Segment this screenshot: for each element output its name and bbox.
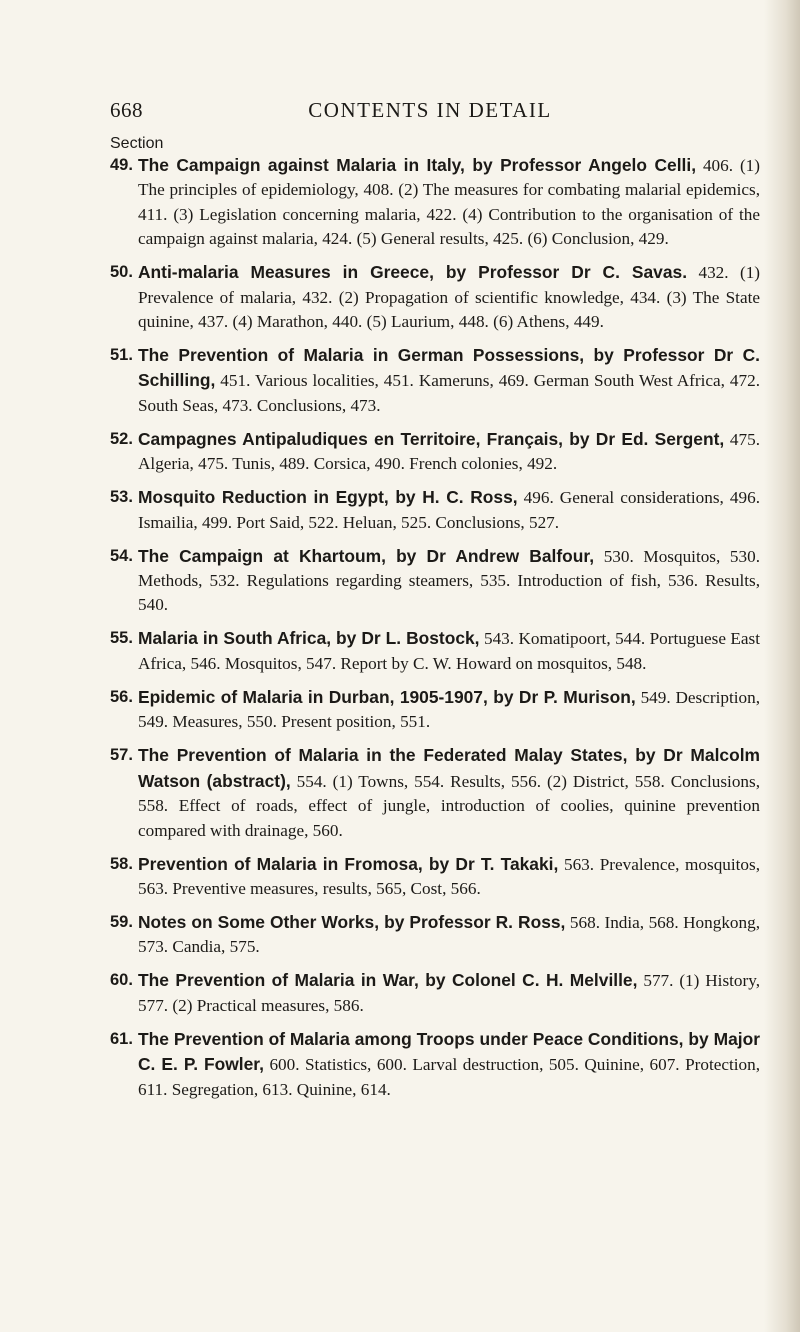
entry-number: 56. bbox=[110, 687, 133, 706]
entry-heading: Epidemic of Malaria in Durban, 1905-1907, by Dr P. Murison, bbox=[138, 686, 636, 707]
entry-number: 58. bbox=[110, 854, 133, 873]
contents-entry-55 bbox=[110, 626, 760, 676]
entry-heading: Campagnes Antipaludiques en Territoire, Français, by Dr Ed. Sergent, bbox=[138, 428, 725, 449]
entry-number: 59. bbox=[110, 912, 133, 931]
entry-number: 61. bbox=[110, 1029, 133, 1048]
contents-entry-60 bbox=[110, 968, 760, 1018]
entry-detail: 496. General considerations, 496. Ismailia, 499. Port Said, 522. Heluan, 525. Conclusions, 527. bbox=[138, 488, 760, 532]
contents-entry-51 bbox=[110, 343, 760, 418]
entry-detail: 530. Mosquitos, 530. Methods, 532. Regulations regarding steamers, 535. Introduction of fish, 536. Results, 540. bbox=[138, 546, 761, 615]
entry-heading: The Prevention of Malaria in the Federated Malay States, by Dr Malcolm Watson (abstract), bbox=[138, 745, 760, 791]
entry-detail: 563. Prevalence, mosquitos, 563. Preventive measures, results, 565, Cost, 566. bbox=[138, 854, 761, 898]
entry-number: 49. bbox=[110, 156, 133, 174]
entry-number: 52. bbox=[110, 429, 133, 448]
section-label: Section bbox=[110, 135, 164, 152]
entry-heading: Anti-malaria Measures in Greece, by Professor Dr C. Savas. bbox=[138, 262, 688, 283]
entry-number: 50. bbox=[110, 263, 133, 282]
page-number: 668 bbox=[110, 98, 143, 122]
entry-heading: The Campaign against Malaria in Italy, by Professor Angelo Celli, bbox=[138, 155, 697, 175]
entry-heading: The Campaign at Khartoum, by Dr Andrew Balfour, bbox=[138, 545, 595, 566]
contents-entry-57 bbox=[110, 743, 760, 843]
entry-detail: 406. (1) The principles of epidemiology, 408. (2) The measures for combating malarial epidemics, 411. (3) Legislation concerning malaria, 422. (4) Contribution to the organisation of the campaign against malaria, 424. (5) General results, 425. (6) Conclusion, 429. bbox=[138, 156, 760, 249]
contents-entry-56 bbox=[110, 685, 760, 735]
contents-entry-52 bbox=[110, 427, 760, 477]
entry-number: 60. bbox=[110, 971, 133, 990]
contents-entry-54 bbox=[110, 544, 760, 618]
entry-detail: 577. (1) History, 577. (2) Practical measures, 586. bbox=[138, 971, 761, 1015]
entry-detail: 543. Komatipoort, 544. Portuguese East Africa, 546. Mosquitos, 547. Report by C. W. Howard on mosquitos, 548. bbox=[138, 629, 761, 673]
entry-detail: 432. (1) Prevalence of malaria, 432. (2) Propagation of scientific knowledge, 434. (3) The State quinine, 437. (4) Marathon, 440. (5) Laurium, 448. (6) Athens, 449. bbox=[138, 263, 761, 332]
contents-entry-58 bbox=[110, 852, 760, 902]
entry-detail: 451. Various localities, 451. Kameruns, 469. German South West Africa, 472. South Seas, 473. Conclusions, 473. bbox=[138, 371, 760, 415]
contents-entry-49 bbox=[110, 153, 760, 252]
entry-heading: Malaria in South Africa, by Dr L. Bostock, bbox=[138, 628, 480, 649]
entry-number: 54. bbox=[110, 546, 133, 565]
contents-entry-53 bbox=[110, 485, 760, 535]
entry-heading: Mosquito Reduction in Egypt, by H. C. Ross, bbox=[138, 487, 518, 508]
running-title: CONTENTS IN DETAIL bbox=[308, 98, 552, 122]
entry-detail: 568. India, 568. Hongkong, 573. Candia, 575. bbox=[138, 912, 761, 957]
contents-entry-50 bbox=[110, 260, 760, 334]
entry-detail: 554. (1) Towns, 554. Results, 556. (2) District, 558. Conclusions, 558. Effect of roads, effect of jungle, introduction of coolies, quinine prevention compared with drainage, 560. bbox=[138, 771, 761, 840]
entry-number: 51. bbox=[110, 346, 133, 365]
entry-number: 57. bbox=[110, 746, 133, 765]
running-head bbox=[110, 98, 750, 128]
contents-list bbox=[110, 153, 760, 1111]
entry-heading: Prevention of Malaria in Fromosa, by Dr T. Takaki, bbox=[138, 853, 559, 874]
entry-heading: The Prevention of Malaria in War, by Colonel C. H. Melville, bbox=[138, 970, 638, 991]
entry-detail: 600. Statistics, 600. Larval destruction, 505. Quinine, 607. Protection, 611. Segregation, 613. Quinine, 614. bbox=[138, 1055, 761, 1099]
entry-heading: The Prevention of Malaria in German Possessions, by Professor Dr C. Schilling, bbox=[138, 345, 760, 391]
entry-detail: 475. Algeria, 475. Tunis, 489. Corsica, 490. French colonies, 492. bbox=[138, 429, 760, 474]
contents-entry-59 bbox=[110, 910, 760, 960]
contents-entry-61 bbox=[110, 1027, 760, 1102]
entry-detail: 549. Description, 549. Measures, 550. Present position, 551. bbox=[138, 687, 760, 732]
page-edge-shading bbox=[764, 0, 800, 1332]
entry-heading: The Prevention of Malaria among Troops under Peace Conditions, by Major C. E. P. Fowler, bbox=[138, 1028, 760, 1075]
entry-number: 55. bbox=[110, 629, 133, 648]
entry-number: 53. bbox=[110, 488, 133, 507]
entry-heading: Notes on Some Other Works, by Professor R. Ross, bbox=[138, 911, 566, 932]
